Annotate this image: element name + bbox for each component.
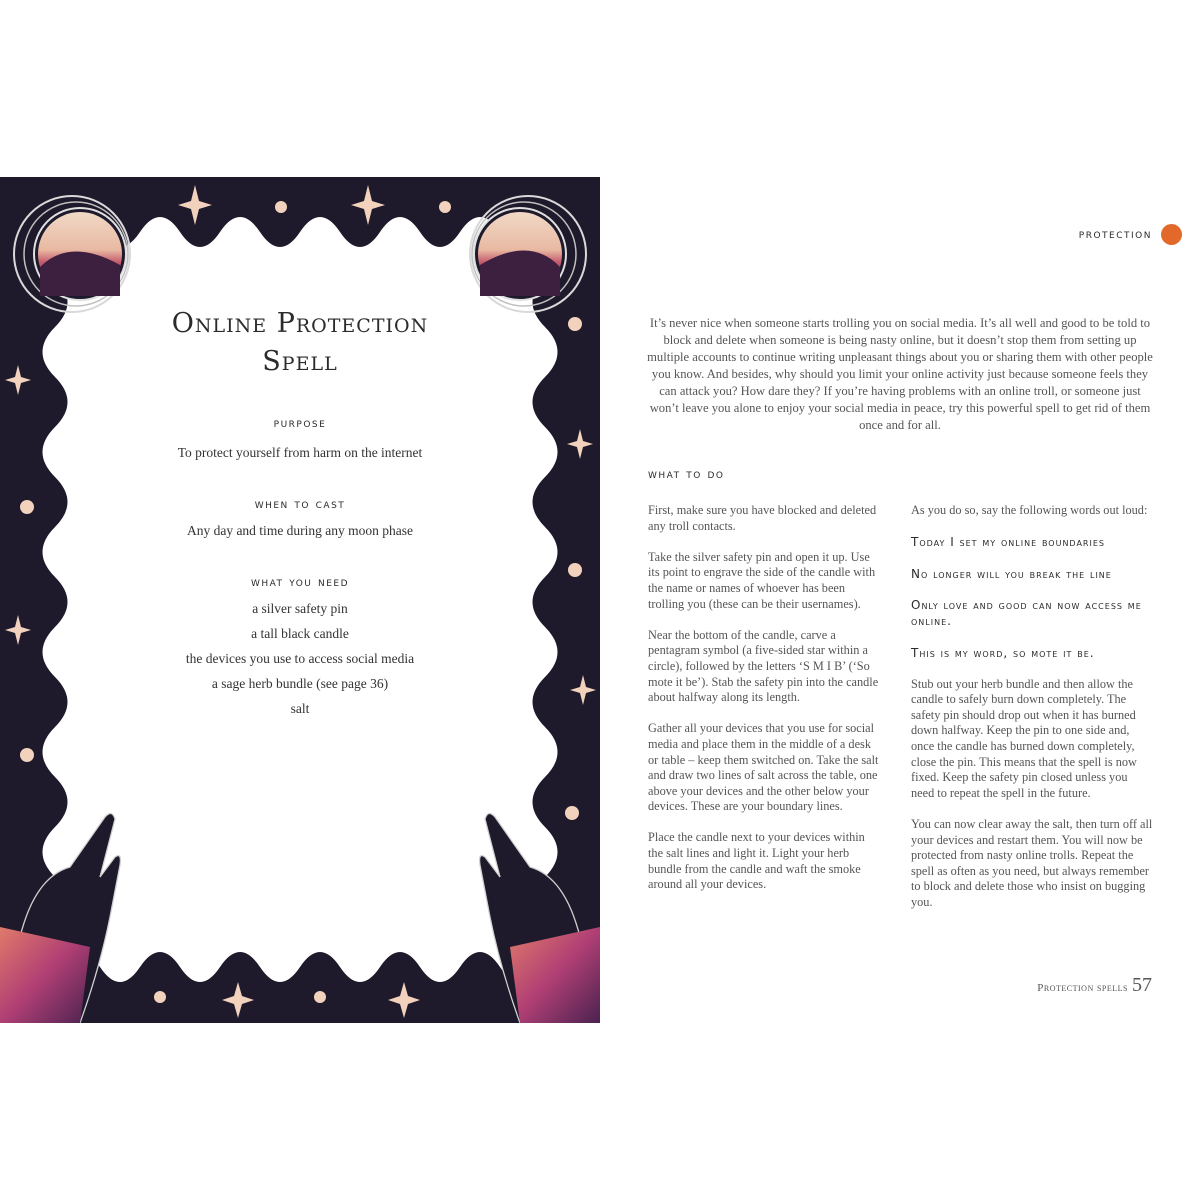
- moon-landscape-left: [14, 196, 130, 312]
- instruction-paragraph: Gather all your devices that you use for social media and place them in the middle of a desk or table – keep them switched on. Take the salt and draw two lines of salt across the table, one above your devices and the other below your devices. These are your boundary lines.: [648, 721, 879, 814]
- incantation-line: This is my word, so mote it be.: [911, 645, 1095, 660]
- decorative-frame: [0, 177, 600, 1023]
- spell-title: [0, 305, 600, 381]
- chapter-tag: protection: [1078, 227, 1152, 242]
- need-item: the devices you use to access social media: [185, 651, 415, 666]
- instruction-paragraph: Take the silver safety pin and open it up. Use its point to engrave the side of the candle with the name or names of whoever has been trolling you (these can be their usernames).: [648, 549, 876, 611]
- instruction-paragraph: You can now clear away the salt, then turn off all your devices and restart them. You will now be protected from nasty online trolls. Repeat the spell as often as you need, but always remember to block and delete those who insist on bugging you.: [911, 816, 1153, 909]
- instructions-column-1: [648, 503, 880, 908]
- what-you-need-heading: what you need: [250, 575, 350, 590]
- need-item: a tall black candle: [251, 626, 349, 641]
- instructions-column-2: [911, 503, 1153, 926]
- star-icon: [222, 982, 254, 1018]
- spell-title-line1: Online Protection: [171, 308, 429, 339]
- footer-section-label: Protection spells: [1037, 982, 1128, 994]
- purpose-heading: purpose: [273, 416, 327, 431]
- when-to-cast-heading: when to cast: [254, 497, 346, 512]
- instruction-paragraph: Near the bottom of the candle, carve a pentagram symbol (a five-sided star within a circle), followed by the letters ‘S M I B’ (‘So mote it be’). Stab the safety pin into the candle about halfway along its length.: [648, 627, 879, 705]
- incantation-line: No longer will you break the line: [911, 566, 1112, 581]
- when-to-cast-text: Any day and time during any moon phase: [186, 523, 414, 538]
- star-icon: [388, 982, 420, 1018]
- star-icon: [351, 185, 385, 225]
- moon-landscape-right: [470, 196, 586, 312]
- instruction-paragraph: As you do so, say the following words out loud:: [911, 503, 1148, 517]
- spell-title-line2: Spell: [262, 346, 338, 377]
- page-number: 57: [1132, 974, 1152, 996]
- what-to-do-heading: what to do: [648, 467, 725, 482]
- incantation-line: Today I set my online boundaries: [911, 535, 1105, 550]
- instruction-paragraph: Place the candle next to your devices within the salt lines and light it. Light your herb bundle from the candle and waft the smoke around all your devices.: [648, 830, 865, 892]
- need-item: a sage herb bundle (see page 36): [211, 676, 389, 691]
- instruction-paragraph: First, make sure you have blocked and deleted any troll contacts.: [648, 503, 877, 533]
- page-footer: [1037, 974, 1152, 997]
- need-item: a silver safety pin: [252, 601, 348, 616]
- instruction-paragraph: Stub out your herb bundle and then allow the candle to safely burn down completely. The safety pin should drop out when it has burned down halfway. Keep the pin to one side and, once the candle has burned down completely, close the pin. This means that the spell is now fixed. Keep the safety pin closed unless you need to repeat the spell in the future.: [911, 676, 1137, 800]
- chapter-dot-icon: [1161, 224, 1182, 245]
- left-page: [0, 177, 600, 1023]
- need-item: salt: [290, 701, 310, 716]
- intro-paragraph: It’s never nice when someone starts trolling you on social media. It’s all well and good to be told to block and delete when someone is being nasty online, but it doesn’t stop them from setting up multiple accounts to continue writing unpleasant things about you or sharing them with other people you know. And besides, why should you limit your online activity just because someone feels they can attack you? How dare they? If you’re having problems with an online troll, or someone just won’t leave you alone to enjoy your social media in peace, try this powerful spell to get rid of them once and for all.: [647, 316, 1153, 432]
- right-page: [600, 177, 1200, 1023]
- star-icon: [178, 185, 212, 225]
- purpose-text: To protect yourself from harm on the internet: [177, 445, 423, 460]
- incantation-line: Only love and good can now access me online.: [911, 598, 1142, 629]
